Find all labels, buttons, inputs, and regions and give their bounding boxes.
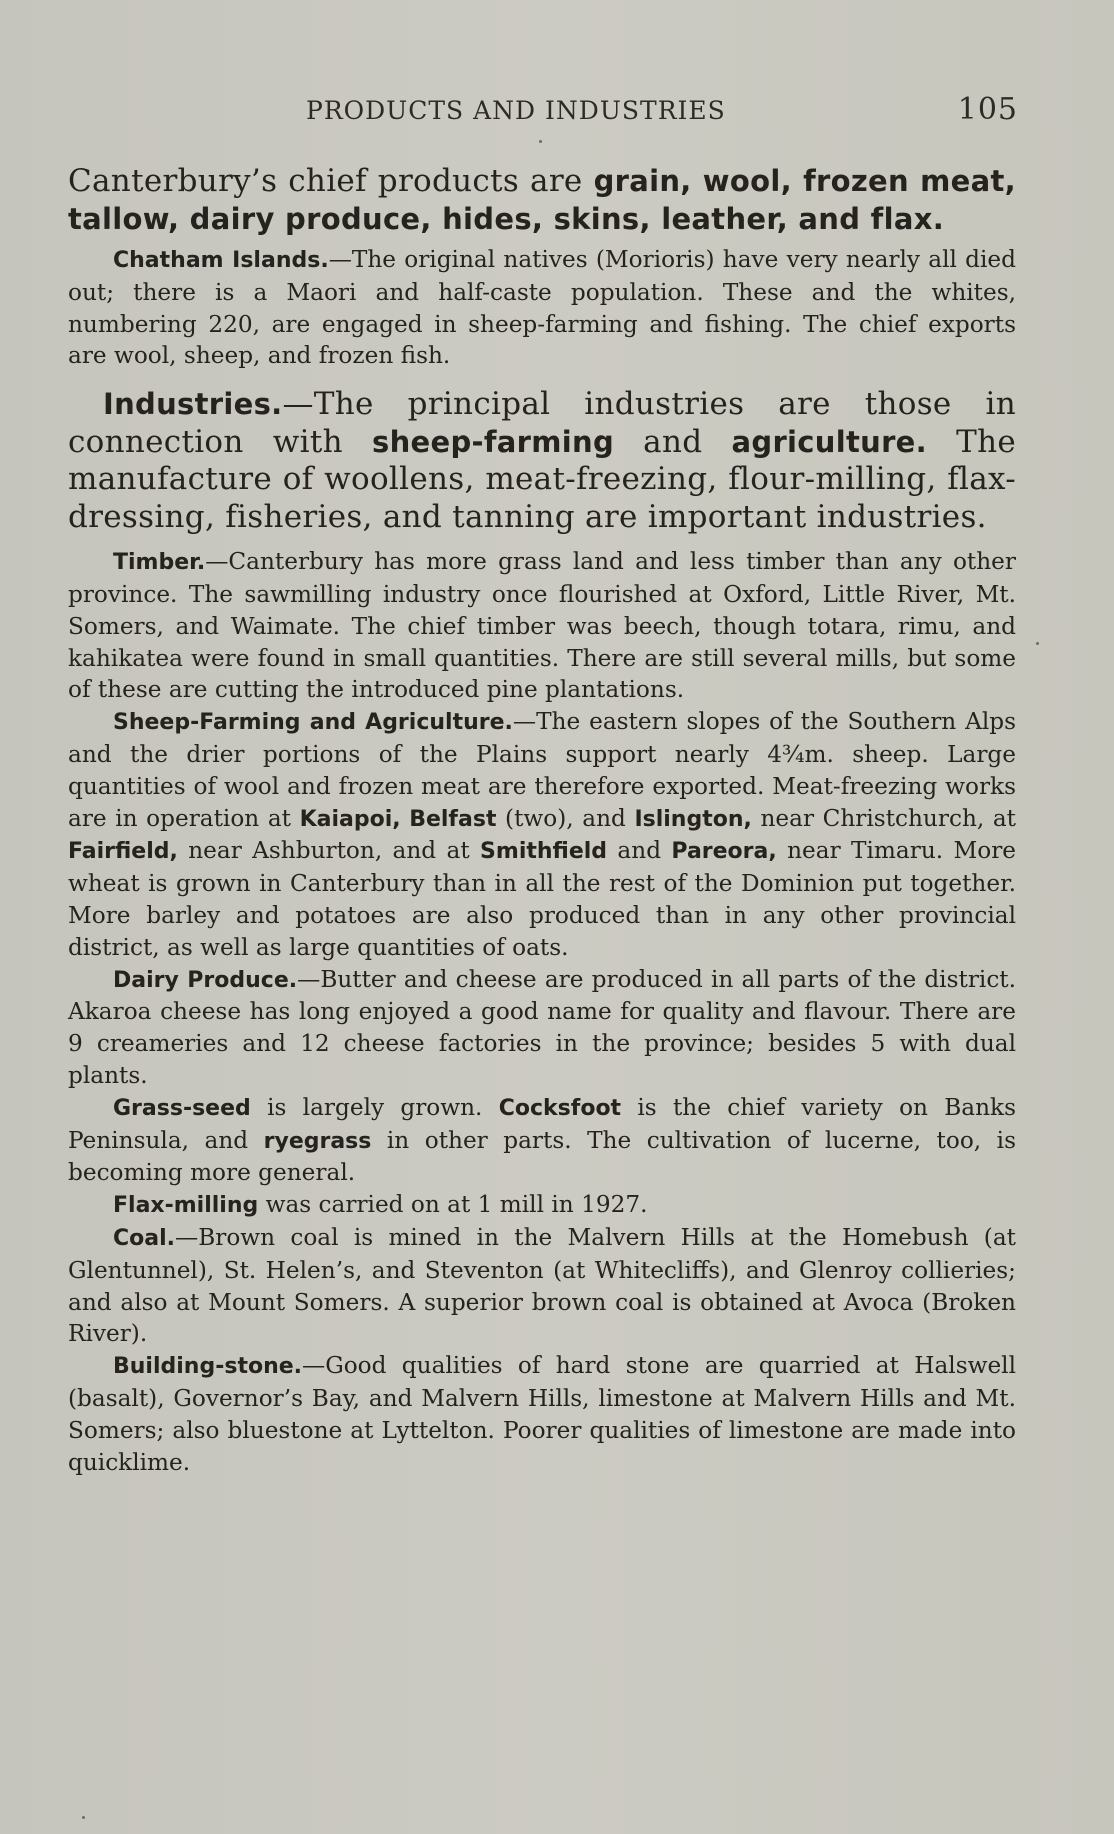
paragraph-text: and: [614, 423, 732, 460]
paragraph-coal: [68, 1222, 1016, 1350]
bold-place: Pareora,: [671, 839, 777, 865]
paragraph-text: (two), and: [496, 804, 635, 832]
paragraph-text: —Canterbury has more grass land and less timber than any other province. The sawmilling industry once flourished at Oxford, Little River, Mt. Somers, and Waimate. The chief timber was beech, though totara, rimu, and kahikatea were found in small quantities. There are still several mills, but some of these are cutting the introduced pine plantations.: [68, 548, 1016, 704]
paragraph-text: —Butter and cheese are produced in all parts of the district. Akaroa cheese has long enjoyed a good name for quality and flavour. There are 9 creameries and 12 cheese factories in the province; besides 5 with dual plants.: [68, 965, 1016, 1089]
paragraph-text: and: [607, 837, 672, 865]
paragraph-text: —The principal industries are those in connection with: [68, 386, 1016, 460]
section-heading: Dairy Produce.: [113, 967, 298, 993]
paragraph-text: in other parts. The cultivation of lucerne, too, is becoming more general.: [68, 1126, 1016, 1187]
bold-term: ryegrass: [263, 1128, 372, 1154]
paragraph-text: —Good qualities of hard stone are quarried at Halswell (basalt), Governor’s Bay, and Malvern Hills, limestone at Malvern Hills and Mt. Somers; also bluestone at Lyttelton. Poorer qualities of limestone are made into quicklime.: [68, 1352, 1016, 1476]
paragraph-text: —The original natives (Morioris) have very nearly all died out; there is a Maori and half-caste population. These and the whites, numbering 220, are engaged in sheep-farming and fishing. The chief exports are wool, sheep, and frozen fish.: [68, 246, 1016, 370]
section-heading: Grass-seed: [113, 1095, 251, 1121]
paragraph-text: —The eastern slopes of the Southern Alps and the drier portions of the Plains support nearly 4¾m. sheep. Large quantities of wool and frozen meat are therefore exported. Meat-freezing works are in operation at: [68, 708, 1017, 832]
paragraph-text: is the chief variety on Banks Peninsula, and: [68, 1093, 1017, 1154]
section-heading: Building-stone.: [113, 1354, 303, 1380]
section-heading: Chatham Islands.: [113, 248, 329, 273]
section-heading: Sheep-Farming and Agriculture.: [113, 710, 513, 736]
bold-place: Belfast: [409, 806, 497, 832]
bold-products: grain, wool, frozen meat, tallow, dairy produce, hides, skins, leather, and flax.: [68, 164, 1016, 236]
paragraph-text: near Christchurch, at: [751, 804, 1016, 832]
bold-place: Kaiapoi,: [299, 806, 401, 832]
section-heading: Timber.: [113, 550, 206, 576]
paragraph-timber: [68, 546, 1016, 706]
paragraph-text: —Brown coal is mined in the Malvern Hills at the Homebush (at Glentunnel), St. Helen’s, and Steventon (at Whitecliffs), and Glenroy collieries; and also at Mount Somers. A superior brown coal is obtained at Avoca (Broken River).: [68, 1223, 1016, 1348]
page-body: [68, 163, 1016, 1478]
page-number: 105: [957, 92, 1018, 127]
print-speck: [82, 1816, 85, 1819]
bold-term: sheep-farming: [372, 424, 615, 459]
paragraph-text: near Timaru. More wheat is grown in Canterbury than in all the rest of the Dominion put together. More barley and potatoes are also produced than in any other provincial district, as well as large quantities of oats.: [68, 837, 1016, 961]
section-heading: Coal.: [113, 1225, 176, 1251]
paragraph-text: [401, 805, 410, 832]
paragraph-text: Canterbury’s chief products are: [68, 163, 594, 199]
paragraph-building-stone: [68, 1350, 1016, 1478]
bold-place: Islington,: [634, 806, 752, 832]
bold-term: agriculture.: [731, 424, 927, 459]
paragraph-text: was carried on at 1 mill in 1927.: [258, 1191, 648, 1219]
paragraph-chief-products: [68, 163, 1016, 238]
paragraph-text: is largely grown.: [250, 1093, 499, 1121]
paragraph-text: The manufacture of woollens, meat-freezing, flour-milling, flax-dressing, fisheries, and tanning are important industries.: [68, 423, 1017, 535]
section-heading: Industries.: [103, 387, 283, 422]
running-title: PRODUCTS AND INDUSTRIES: [306, 96, 726, 125]
paragraph-industries: [68, 386, 1016, 536]
print-speck: [539, 140, 542, 143]
section-heading: Flax-milling: [113, 1193, 259, 1219]
paragraph-grass-seed: [68, 1092, 1016, 1189]
paragraph-flax-milling: [68, 1189, 1016, 1222]
print-speck: [1036, 642, 1039, 645]
paragraph-chatham-islands: [68, 244, 1016, 372]
bold-place: Fairfield,: [68, 839, 178, 865]
bold-term: Cocksfoot: [498, 1095, 622, 1121]
paragraph-sheep-farming: [68, 706, 1016, 963]
paragraph-text: near Ashburton, and at: [177, 837, 481, 865]
paragraph-dairy-produce: [68, 964, 1016, 1092]
bold-place: Smithfield: [480, 839, 608, 865]
